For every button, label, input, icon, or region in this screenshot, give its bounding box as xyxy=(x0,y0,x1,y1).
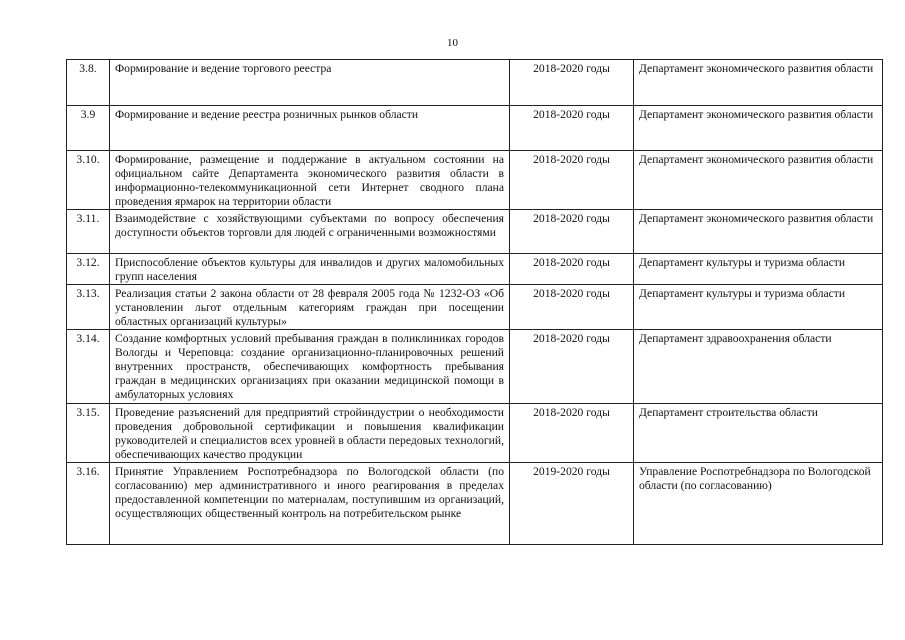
table-row xyxy=(67,285,883,330)
item-number: 3.11. xyxy=(67,210,110,254)
implementation-period: 2018-2020 годы xyxy=(510,404,634,463)
responsible-body: Департамент экономического развития области xyxy=(634,151,883,210)
action-description: Принятие Управлением Роспотребнадзора по Вологодской области (по согласованию) мер административного и иного реагирования в пределах предоставленной компетенции по материалам, поступившим из организаций, осуществляющих общественный контроль на потребительском рынке xyxy=(110,463,510,545)
action-plan-table xyxy=(66,59,883,545)
item-number: 3.14. xyxy=(67,330,110,404)
responsible-body: Департамент культуры и туризма области xyxy=(634,254,883,285)
table-row xyxy=(67,330,883,404)
action-description: Проведение разъяснений для предприятий стройиндустрии о необходимости проведения добровольной сертификации и повышения квалификации руководителей и специалистов всех уровней в области передовых технологий, обеспечивающих качество продукции xyxy=(110,404,510,463)
action-description: Формирование, размещение и поддержание в актуальном состоянии на официальном сайте Департамента экономического развития области в информационно-телекоммуникационной сети Интернет сводного плана проведения ярмарок на территории области xyxy=(110,151,510,210)
action-description: Взаимодействие с хозяйствующими субъектами по вопросу обеспечения доступности объектов торговли для людей с ограниченными возможностями xyxy=(110,210,510,254)
table-row xyxy=(67,60,883,106)
page-number: 10 xyxy=(447,37,458,49)
action-description: Реализация статьи 2 закона области от 28 февраля 2005 года № 1232-ОЗ «Об установлении льгот отдельным категориям граждан при посещении областных организаций культуры» xyxy=(110,285,510,330)
action-description: Формирование и ведение реестра розничных рынков области xyxy=(110,106,510,151)
responsible-body: Департамент здравоохранения области xyxy=(634,330,883,404)
responsible-body: Управление Роспотребнадзора по Вологодской области (по согласованию) xyxy=(634,463,883,545)
action-description: Приспособление объектов культуры для инвалидов и других маломобильных групп населения xyxy=(110,254,510,285)
item-number: 3.12. xyxy=(67,254,110,285)
action-description: Создание комфортных условий пребывания граждан в поликлиниках городов Вологды и Череповца: создание организационно-планировочных решений внутренних пространств, обеспечивающих комфортность пребывания граждан в медицинских организациях при оказании медицинской помощи в амбулаторных условиях xyxy=(110,330,510,404)
implementation-period: 2018-2020 годы xyxy=(510,210,634,254)
table-row xyxy=(67,254,883,285)
item-number: 3.15. xyxy=(67,404,110,463)
responsible-body: Департамент экономического развития области xyxy=(634,210,883,254)
implementation-period: 2018-2020 годы xyxy=(510,106,634,151)
responsible-body: Департамент культуры и туризма области xyxy=(634,285,883,330)
responsible-body: Департамент экономического развития области xyxy=(634,106,883,151)
implementation-period: 2018-2020 годы xyxy=(510,285,634,330)
implementation-period: 2018-2020 годы xyxy=(510,254,634,285)
item-number: 3.10. xyxy=(67,151,110,210)
item-number: 3.9 xyxy=(67,106,110,151)
table-row xyxy=(67,106,883,151)
implementation-period: 2018-2020 годы xyxy=(510,60,634,106)
table-row xyxy=(67,463,883,545)
table-row xyxy=(67,151,883,210)
item-number: 3.16. xyxy=(67,463,110,545)
implementation-period: 2019-2020 годы xyxy=(510,463,634,545)
table-row xyxy=(67,210,883,254)
responsible-body: Департамент строительства области xyxy=(634,404,883,463)
table-row xyxy=(67,404,883,463)
implementation-period: 2018-2020 годы xyxy=(510,151,634,210)
item-number: 3.13. xyxy=(67,285,110,330)
action-description: Формирование и ведение торгового реестра xyxy=(110,60,510,106)
item-number: 3.8. xyxy=(67,60,110,106)
responsible-body: Департамент экономического развития области xyxy=(634,60,883,106)
implementation-period: 2018-2020 годы xyxy=(510,330,634,404)
